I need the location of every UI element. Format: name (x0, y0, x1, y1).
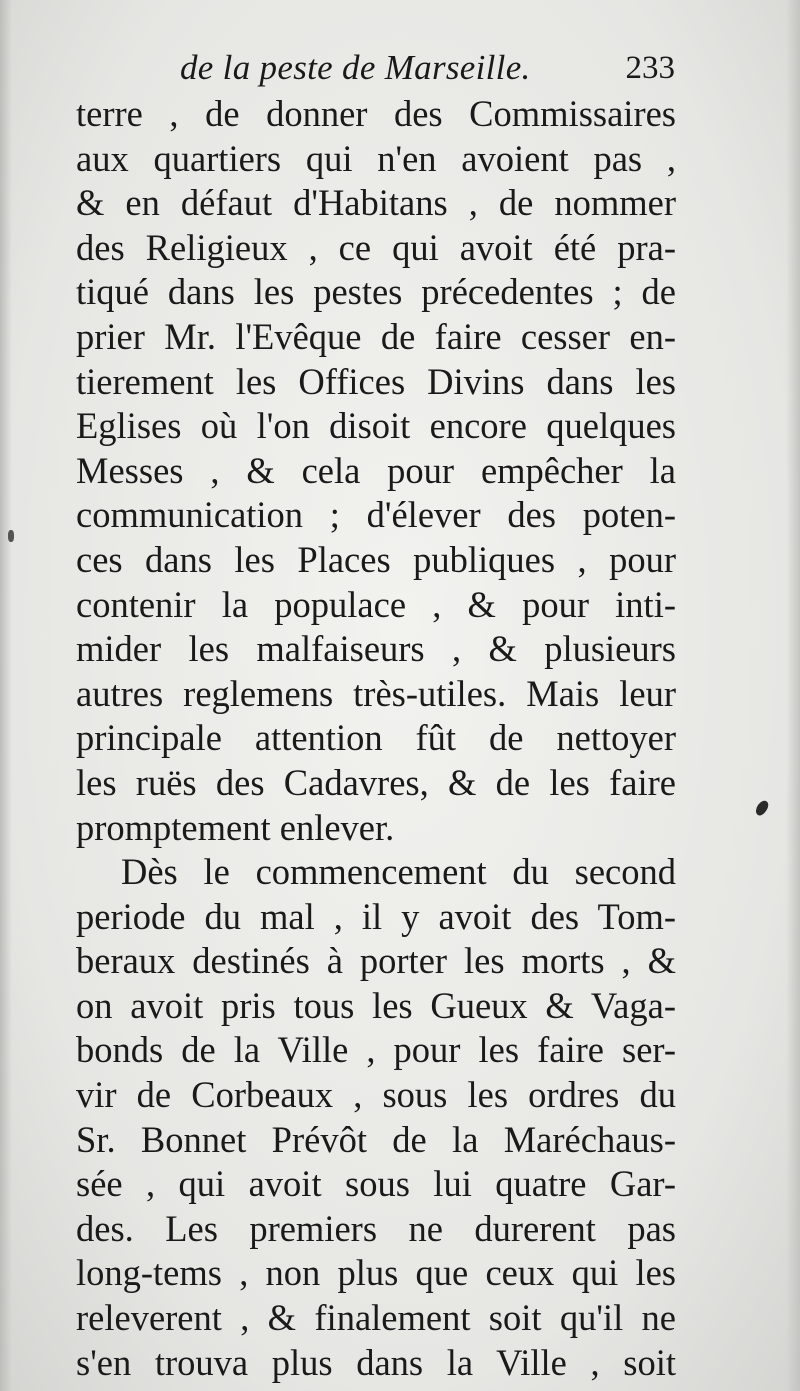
text-line: periode du mal , il y avoit des Tom- (76, 895, 676, 937)
text-line: des. Les premiers ne durerent pas (76, 1207, 676, 1249)
page-number: 233 (625, 50, 675, 86)
text-line: mider les malfaiseurs , & plusieurs (76, 628, 676, 670)
page-edge-shadow-right (786, 0, 800, 1391)
text-line: tiqué dans les pestes précedentes ; de (76, 271, 676, 313)
text-line: terre , de donner des Commissaires (76, 93, 676, 134)
body-text (76, 92, 676, 1385)
text-line: on avoit pris tous les Gueux & Vaga- (76, 984, 676, 1026)
running-head: de la peste de Marseille. (180, 48, 531, 87)
paragraph-start-line: Dès le commencement du second (121, 851, 676, 893)
ink-spot (753, 799, 770, 818)
margin-mark (8, 530, 14, 542)
text-line: communication ; d'élever des poten- (76, 494, 676, 536)
text-line: les ruës des Cadavres, & de les faire (76, 761, 676, 803)
text-line: principale attention fût de nettoyer (76, 717, 676, 759)
text-line: Eglises où l'on disoit encore quelques (76, 405, 676, 447)
text-line: sée , qui avoit sous lui quatre Gar- (76, 1163, 676, 1205)
text-line: contenir la populace , & pour inti- (76, 583, 676, 625)
page-header (180, 40, 675, 96)
text-line: tierement les Offices Divins dans les (76, 360, 676, 402)
text-line: long-tems , non plus que ceux qui les (76, 1252, 676, 1294)
text-line: s'en trouva plus dans la Ville , soit (76, 1341, 676, 1383)
text-line: Messes , & cela pour empêcher la (76, 449, 676, 491)
paragraph-end-line: promptement enlever. (76, 806, 395, 848)
text-line: autres reglemens très-utiles. Mais leur (76, 672, 676, 714)
page-edge-shadow-left (0, 0, 12, 1391)
text-line: vir de Corbeaux , sous les ordres du (76, 1074, 676, 1116)
text-line: Sr. Bonnet Prévôt de la Maréchaus- (76, 1118, 676, 1160)
text-line: aux quartiers qui n'en avoient pas , (76, 137, 676, 179)
text-line: & en défaut d'Habitans , de nommer (76, 182, 676, 224)
text-line: prier Mr. l'Evêque de faire cesser en- (76, 315, 676, 357)
text-line: des Religieux , ce qui avoit été pra- (76, 226, 676, 268)
text-line: beraux destinés à porter les morts , & (76, 940, 676, 982)
text-line: ces dans les Places publiques , pour (76, 538, 676, 580)
text-line: releverent , & finalement soit qu'il ne (76, 1297, 676, 1339)
text-line: bonds de la Ville , pour les faire ser- (76, 1029, 676, 1071)
